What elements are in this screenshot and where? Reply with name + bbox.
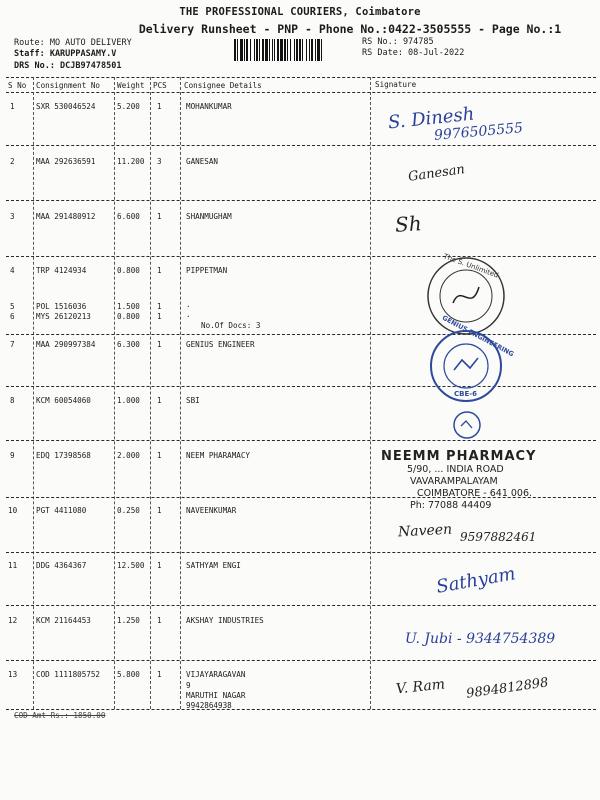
row-pcs: 1 [157, 102, 162, 111]
row-sno: 12 [8, 616, 18, 625]
signature-10: Naveen [397, 521, 453, 541]
row-pcs: 1 [157, 561, 162, 570]
row-sno: 9 [10, 451, 15, 460]
row-consignment: COD 1111805752 [36, 670, 101, 679]
row-consignment: SXR 530046524 [36, 102, 96, 111]
col-sno: S No [8, 81, 27, 90]
row-sno: 13 [8, 670, 18, 679]
cod-amount: COD Amt Rs.: 1850.00 [14, 711, 106, 720]
row-consignee: SHANMUGHAM [186, 212, 232, 221]
row-separator [6, 552, 596, 553]
row-consignee: SATHYAM ENGI [186, 561, 241, 570]
row-sno: 3 [10, 212, 15, 221]
row-sno: 10 [8, 506, 18, 515]
row-separator [6, 660, 596, 661]
row-consignment: DDG 4364367 [36, 561, 87, 570]
row-pcs: 1 [157, 396, 162, 405]
row-pcs: 1 [157, 312, 162, 321]
row-weight: 1.500 [117, 302, 140, 311]
row-pcs: 1 [157, 212, 162, 221]
pharmacy-stamp-address: 5/90, ... INDIA ROAD [407, 464, 504, 475]
row-weight: 0.800 [117, 312, 140, 321]
row-separator [6, 334, 596, 335]
row-weight: 5.800 [117, 670, 140, 679]
row-weight: 6.600 [117, 212, 140, 221]
rs-number: RS No.: 974785 [362, 37, 434, 47]
row-separator [6, 605, 596, 606]
col-weight: Weight [117, 81, 145, 90]
signature-10-phone: 9597882461 [460, 530, 537, 544]
col-divider [180, 77, 181, 709]
signature-11: Sathyam [434, 563, 518, 598]
pharmacy-stamp-city: COIMBATORE - 641 006. [417, 488, 533, 499]
engineering-stamp-top: GENIUS ENGINEERING [440, 313, 516, 359]
row-consignment: MAA 292636591 [36, 157, 96, 166]
row-consignment: EDQ 17398568 [36, 451, 91, 460]
barcode [234, 39, 352, 61]
row-sno: 8 [10, 396, 15, 405]
col-divider [114, 77, 115, 709]
row-consignment: KCM 21164453 [36, 616, 91, 625]
pharmacy-stamp-name: NEEMM PHARMACY [381, 449, 537, 464]
row-consignee: AKSHAY INDUSTRIES [186, 616, 264, 625]
consignee-address-line: MARUTHI NAGAR [186, 691, 246, 700]
signature-1-phone: 9976505555 [433, 120, 524, 144]
row-pcs: 1 [157, 616, 162, 625]
signature-2: Ganesan [407, 162, 466, 185]
col-consignment: Consignment No [36, 81, 101, 90]
row-consignee: . [186, 300, 191, 309]
row-sno: 7 [10, 340, 15, 349]
runsheet-title: THE PROFESSIONAL COURIERS, Coimbatore [179, 6, 421, 18]
row-weight: 11.200 [117, 157, 145, 166]
row-consignment: MYS 26120213 [36, 312, 91, 321]
row-consignment: POL 1516036 [36, 302, 87, 311]
header-bottom-rule [6, 92, 596, 93]
staff-label: Staff: KARUPPASAMY.V [14, 49, 117, 59]
row-consignee: VIJAYARAGAVAN [186, 670, 246, 679]
signature-13-phone: 9894812898 [465, 675, 550, 702]
row-weight: 0.250 [117, 506, 140, 515]
company-stamp-text: The S. Unlimited [442, 252, 500, 280]
row-consignee: NEEM PHARAMACY [186, 451, 251, 460]
row-weight: 2.000 [117, 451, 140, 460]
col-pcs: PCS [153, 81, 167, 90]
row-consignee: NAVEENKUMAR [186, 506, 237, 515]
row-separator [6, 386, 596, 387]
row-separator [6, 145, 596, 146]
col-signature: Signature [375, 80, 417, 89]
drs-number: DRS No.: DCJB97478501 [14, 61, 122, 71]
engineering-stamp-bottom: CBE-6 [454, 390, 478, 398]
col-divider [33, 77, 34, 709]
row-consignee: MOHANKUMAR [186, 102, 232, 111]
consignee-phone: 9942864938 [186, 701, 232, 710]
pharmacy-stamp-phone: Ph: 77088 44409 [410, 500, 492, 511]
signature-13: V. Ram [395, 676, 446, 698]
bank-stamp-icon [452, 410, 482, 440]
row-pcs: 1 [157, 302, 162, 311]
rs-date: RS Date: 08-Jul-2022 [362, 48, 465, 58]
col-divider [150, 77, 151, 709]
row-weight: 0.800 [117, 266, 140, 275]
runsheet-subtitle: Delivery Runsheet - PNP - Phone No.:0422-3505555 - Page No.:1 [138, 22, 562, 36]
row-separator [6, 200, 596, 201]
row-separator [6, 709, 596, 710]
signature-12: U. Jubi - 9344754389 [405, 631, 556, 647]
row-weight: 1.000 [117, 396, 140, 405]
row-consignee: . [186, 310, 191, 319]
row-consignee: GANESAN [186, 157, 219, 166]
row-consignee: SBI [186, 396, 200, 405]
row-consignee: PIPPETMAN [186, 266, 228, 275]
row-pcs: 1 [157, 266, 162, 275]
row-sno: 5 [10, 302, 15, 311]
row-pcs: 3 [157, 157, 162, 166]
row-sno: 4 [10, 266, 15, 275]
row-separator [6, 440, 596, 441]
row-sno: 2 [10, 157, 15, 166]
row-consignment: MAA 290997384 [36, 340, 96, 349]
pharmacy-stamp-address: VAVARAMPALAYAM [410, 476, 498, 487]
signature-1: S. Dinesh [387, 103, 476, 134]
col-consignee: Consignee Details [184, 81, 262, 90]
row-pcs: 1 [157, 451, 162, 460]
row-consignee: GENIUS ENGINEER [186, 340, 255, 349]
row-weight: 6.300 [117, 340, 140, 349]
docs-count: No.Of Docs: 3 [201, 321, 261, 330]
row-pcs: 1 [157, 506, 162, 515]
row-sno: 11 [8, 561, 18, 570]
row-separator [6, 256, 596, 257]
row-weight: 5.200 [117, 102, 140, 111]
route-label: Route: MO AUTO DELIVERY [14, 38, 132, 48]
row-consignment: KCM 60054060 [36, 396, 91, 405]
header-top-rule [6, 77, 596, 78]
consignee-address-line: 9 [186, 681, 191, 690]
row-weight: 12.500 [117, 561, 145, 570]
row-pcs: 1 [157, 670, 162, 679]
signature-3: Sh [394, 211, 423, 237]
row-sno: 6 [10, 312, 15, 321]
row-consignment: TRP 4124934 [36, 266, 87, 275]
row-pcs: 1 [157, 340, 162, 349]
row-consignment: PGT 4411080 [36, 506, 87, 515]
row-weight: 1.250 [117, 616, 140, 625]
col-divider [370, 77, 371, 709]
row-sno: 1 [10, 102, 15, 111]
row-consignment: MAA 291480912 [36, 212, 96, 221]
